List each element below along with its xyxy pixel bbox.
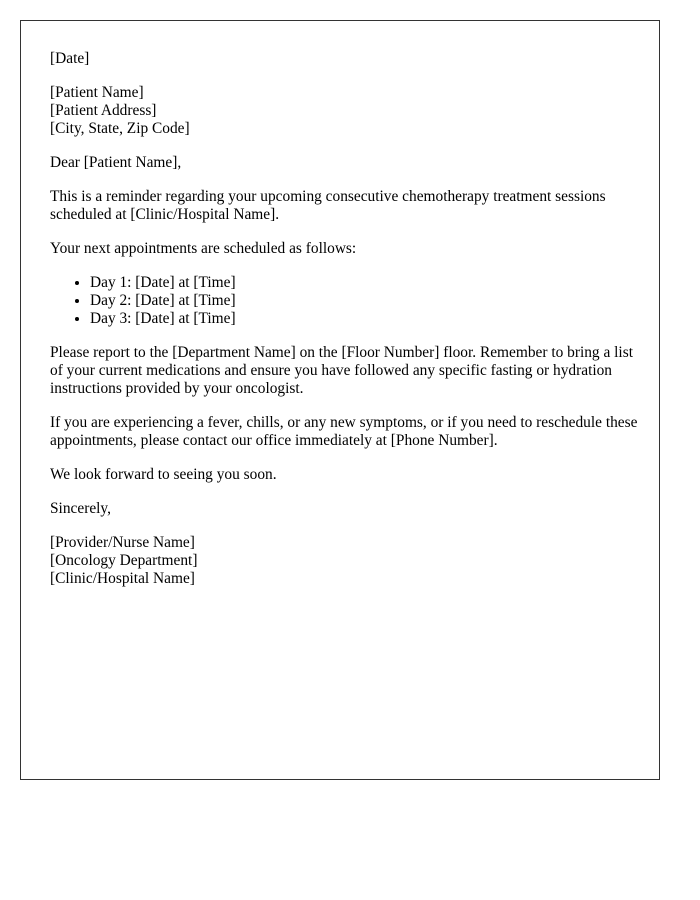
recipient-address-block [50, 84, 639, 138]
instructions-paragraph: Please report to the [Department Name] on the [Floor Number] floor. Remember to bring a list of your current medications and ensure you have followed any specific fasting or hydration instructions provided by your oncologist. [50, 344, 633, 397]
signature-block [50, 534, 639, 588]
signature-name: [Provider/Nurse Name] [50, 534, 195, 551]
appointments-heading: Your next appointments are scheduled as follows: [50, 240, 357, 257]
contact-paragraph: If you are experiencing a fever, chills, or any new symptoms, or if you need to reschedule these appointments, please contact our office immediately at [Phone Number]. [50, 414, 638, 449]
intro-paragraph: This is a reminder regarding your upcoming consecutive chemotherapy treatment sessions scheduled at [Clinic/Hospital Name]. [50, 188, 606, 223]
date-text: [Date] [50, 50, 90, 67]
salutation: Dear [Patient Name], [50, 154, 182, 171]
appointment-item: • Day 2: [Date] at [Time] [90, 292, 639, 310]
appointment-item: • Day 1: [Date] at [Time] [90, 274, 639, 292]
recipient-name: [Patient Name] [50, 84, 144, 101]
recipient-city-state-zip: [City, State, Zip Code] [50, 120, 190, 137]
signature-organization: [Clinic/Hospital Name] [50, 570, 195, 587]
appointment-item: • Day 3: [Date] at [Time] [90, 310, 639, 328]
sign-off: Sincerely, [50, 500, 111, 517]
signature-department: [Oncology Department] [50, 552, 198, 569]
appointments-list [50, 274, 639, 328]
recipient-address: [Patient Address] [50, 102, 157, 119]
letter-page [20, 20, 660, 780]
letter-date [50, 50, 639, 68]
closing-line: We look forward to seeing you soon. [50, 466, 277, 483]
